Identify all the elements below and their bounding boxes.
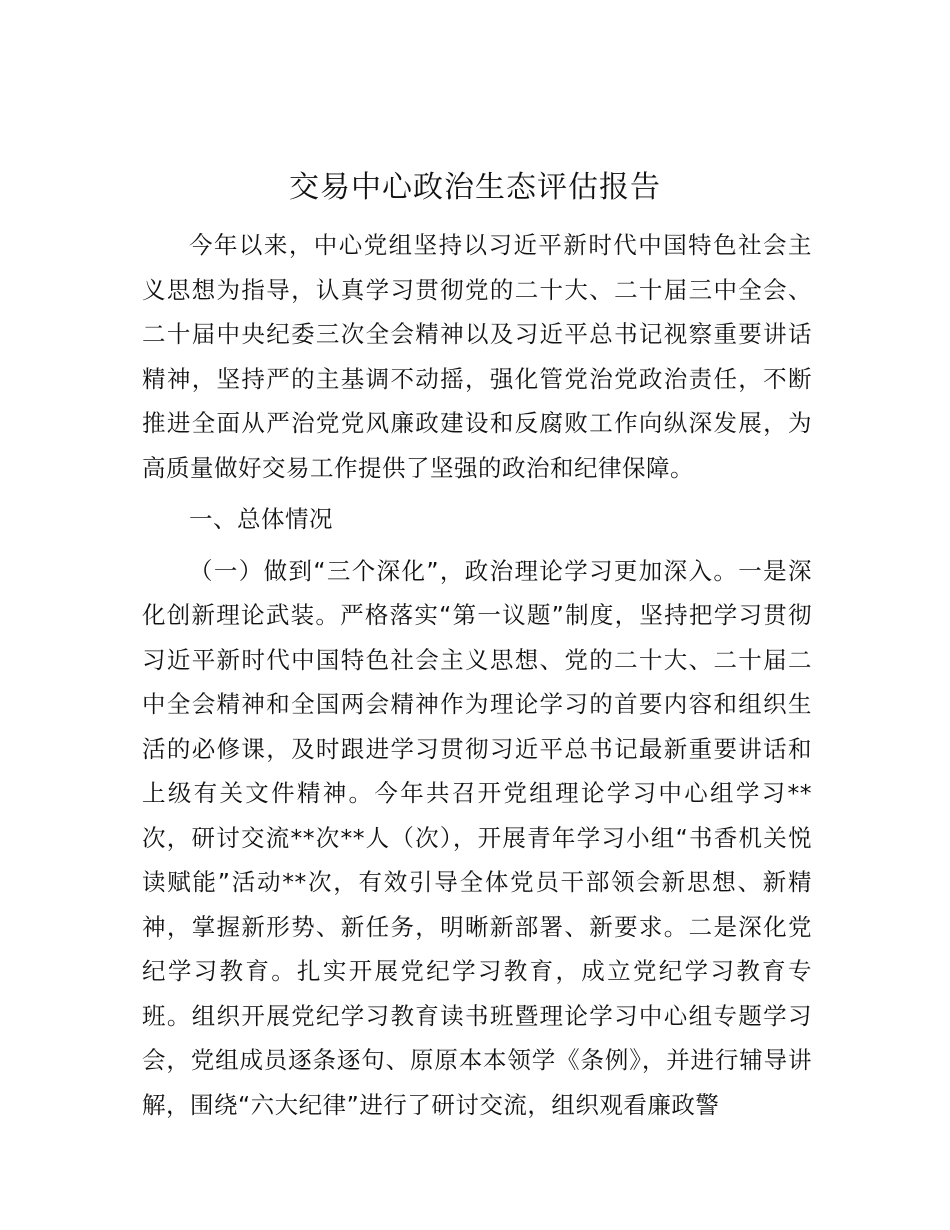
section-body-paragraph: （一）做到“三个深化”，政治理论学习更加深入。一是深化创新理论武装。严格落实“第一议题”制度，坚持把学习贯彻习近平新时代中国特色社会主义思想、党的二十大、二十届二中全会精神和全国两会精神作为理论学习的首要内容和组织生活的必修课，及时跟进学习贯彻习近平总书记最新重要讲话和上级有关文件精神。今年共召开党组理论学习中心组学习**次，研讨交流**次**人（次），开展青年学习小组“书香机关悦读赋能”活动**次，有效引导全体党员干部领会新思想、新精神，掌握新形势、新任务，明晰新部署、新要求。二是深化党纪学习教育。扎实开展党纪学习教育，成立党纪学习教育专班。组织开展党纪学习教育读书班暨理论学习中心组专题学习会，党组成员逐条逐句、原原本本领学《条例》，并进行辅导讲解，围绕“六大纪律”进行了研讨交流，组织观看廉政警 xyxy=(142,556,812,1119)
intro-paragraph: 今年以来，中心党组坚持以习近平新时代中国特色社会主义思想为指导，认真学习贯彻党的二十大、二十届三中全会、二十届中央纪委三次全会精神以及习近平总书记视察重要讲话精神，坚持严的主基调不动摇，强化管党治党政治责任，不断推进全面从严治党党风廉政建设和反腐败工作向纵深发展，为高质量做好交易工作提供了坚强的政治和纪律保障。 xyxy=(142,231,812,482)
document-body xyxy=(142,223,812,1127)
section-heading: 一、总体情况 xyxy=(189,505,333,533)
document-title: 交易中心政治生态评估报告 xyxy=(289,170,661,205)
